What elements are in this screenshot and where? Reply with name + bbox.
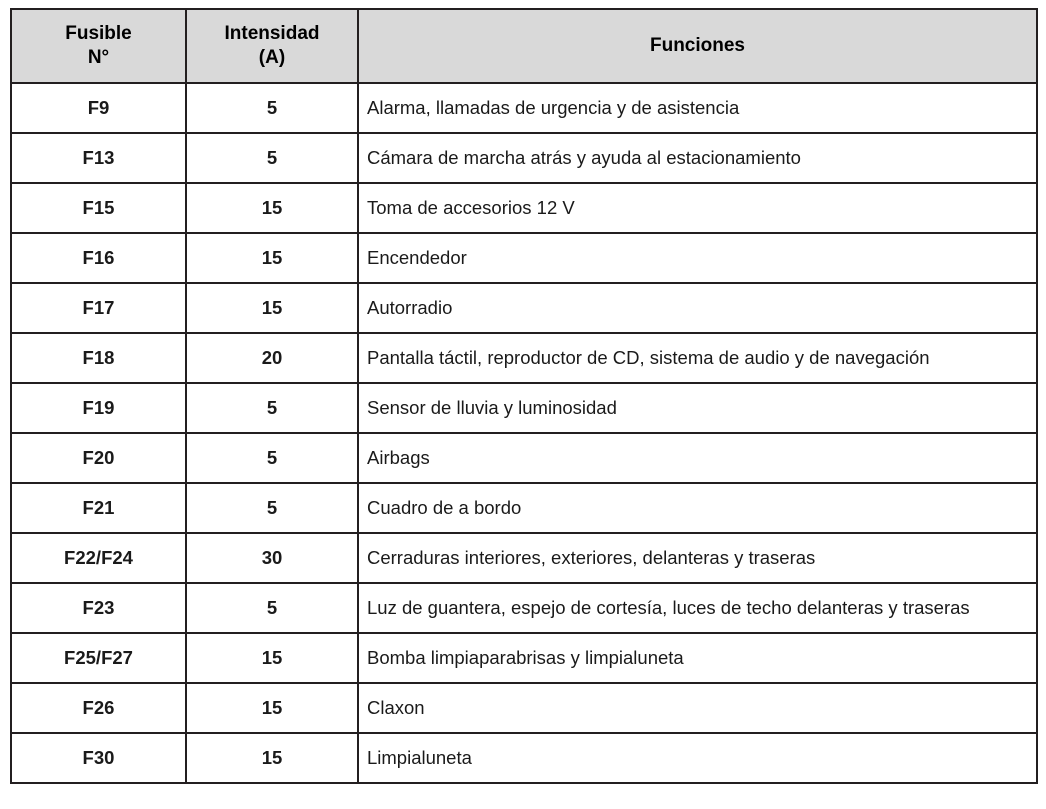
cell-amperage: 15 — [186, 183, 358, 233]
table-row — [11, 633, 1037, 683]
cell-fuse-number: F18 — [11, 333, 186, 383]
cell-amperage: 5 — [186, 483, 358, 533]
cell-fuse-number: F23 — [11, 583, 186, 633]
cell-fuse-number: F19 — [11, 383, 186, 433]
cell-amperage: 5 — [186, 433, 358, 483]
table-row — [11, 283, 1037, 333]
cell-fuse-number: F22/F24 — [11, 533, 186, 583]
cell-functions: Pantalla táctil, reproductor de CD, sistema de audio y de navegación — [358, 333, 1037, 383]
table-row — [11, 333, 1037, 383]
fuse-table — [10, 8, 1038, 784]
table-row — [11, 183, 1037, 233]
cell-fuse-number: F9 — [11, 83, 186, 133]
cell-amperage: 15 — [186, 283, 358, 333]
cell-functions: Airbags — [358, 433, 1037, 483]
column-header-amperage-line1: Intensidad — [224, 23, 320, 44]
cell-fuse-number: F20 — [11, 433, 186, 483]
cell-amperage: 5 — [186, 83, 358, 133]
column-header-fuse-number-line2: N° — [87, 46, 110, 68]
cell-functions: Bomba limpiaparabrisas y limpialuneta — [358, 633, 1037, 683]
table-row — [11, 533, 1037, 583]
cell-amperage: 5 — [186, 383, 358, 433]
column-header-fuse-number-line1: Fusible — [65, 23, 132, 44]
table-row — [11, 233, 1037, 283]
table-row — [11, 483, 1037, 533]
table-row — [11, 133, 1037, 183]
cell-fuse-number: F13 — [11, 133, 186, 183]
cell-amperage: 5 — [186, 133, 358, 183]
table-row — [11, 433, 1037, 483]
cell-functions: Encendedor — [358, 233, 1037, 283]
table-row — [11, 383, 1037, 433]
cell-amperage: 15 — [186, 233, 358, 283]
cell-fuse-number: F21 — [11, 483, 186, 533]
cell-fuse-number: F17 — [11, 283, 186, 333]
cell-functions: Alarma, llamadas de urgencia y de asistencia — [358, 83, 1037, 133]
table-row — [11, 83, 1037, 133]
cell-fuse-number: F30 — [11, 733, 186, 783]
cell-functions: Cuadro de a bordo — [358, 483, 1037, 533]
cell-amperage: 30 — [186, 533, 358, 583]
cell-functions: Toma de accesorios 12 V — [358, 183, 1037, 233]
cell-fuse-number: F16 — [11, 233, 186, 283]
column-header-amperage-line2: (A) — [258, 46, 286, 68]
column-header-fuse-number — [11, 9, 186, 83]
cell-amperage: 15 — [186, 633, 358, 683]
cell-functions: Claxon — [358, 683, 1037, 733]
table-row — [11, 733, 1037, 783]
column-header-amperage — [186, 9, 358, 83]
table-header-row — [11, 9, 1037, 83]
cell-amperage: 15 — [186, 733, 358, 783]
cell-fuse-number: F15 — [11, 183, 186, 233]
cell-functions: Sensor de lluvia y luminosidad — [358, 383, 1037, 433]
table-body — [11, 83, 1037, 784]
table-header — [11, 9, 1037, 83]
cell-functions: Luz de guantera, espejo de cortesía, luces de techo delanteras y traseras — [358, 583, 1037, 633]
column-header-functions: Funciones — [358, 9, 1037, 83]
cell-amperage: 15 — [186, 683, 358, 733]
cell-amperage: 20 — [186, 333, 358, 383]
cell-functions: Cámara de marcha atrás y ayuda al estacionamiento — [358, 133, 1037, 183]
cell-functions: Limpialuneta — [358, 733, 1037, 783]
cell-fuse-number: F25/F27 — [11, 633, 186, 683]
table-row — [11, 683, 1037, 733]
cell-amperage: 5 — [186, 583, 358, 633]
cell-fuse-number: F26 — [11, 683, 186, 733]
table-row — [11, 583, 1037, 633]
cell-functions: Cerraduras interiores, exteriores, delanteras y traseras — [358, 533, 1037, 583]
cell-functions: Autorradio — [358, 283, 1037, 333]
